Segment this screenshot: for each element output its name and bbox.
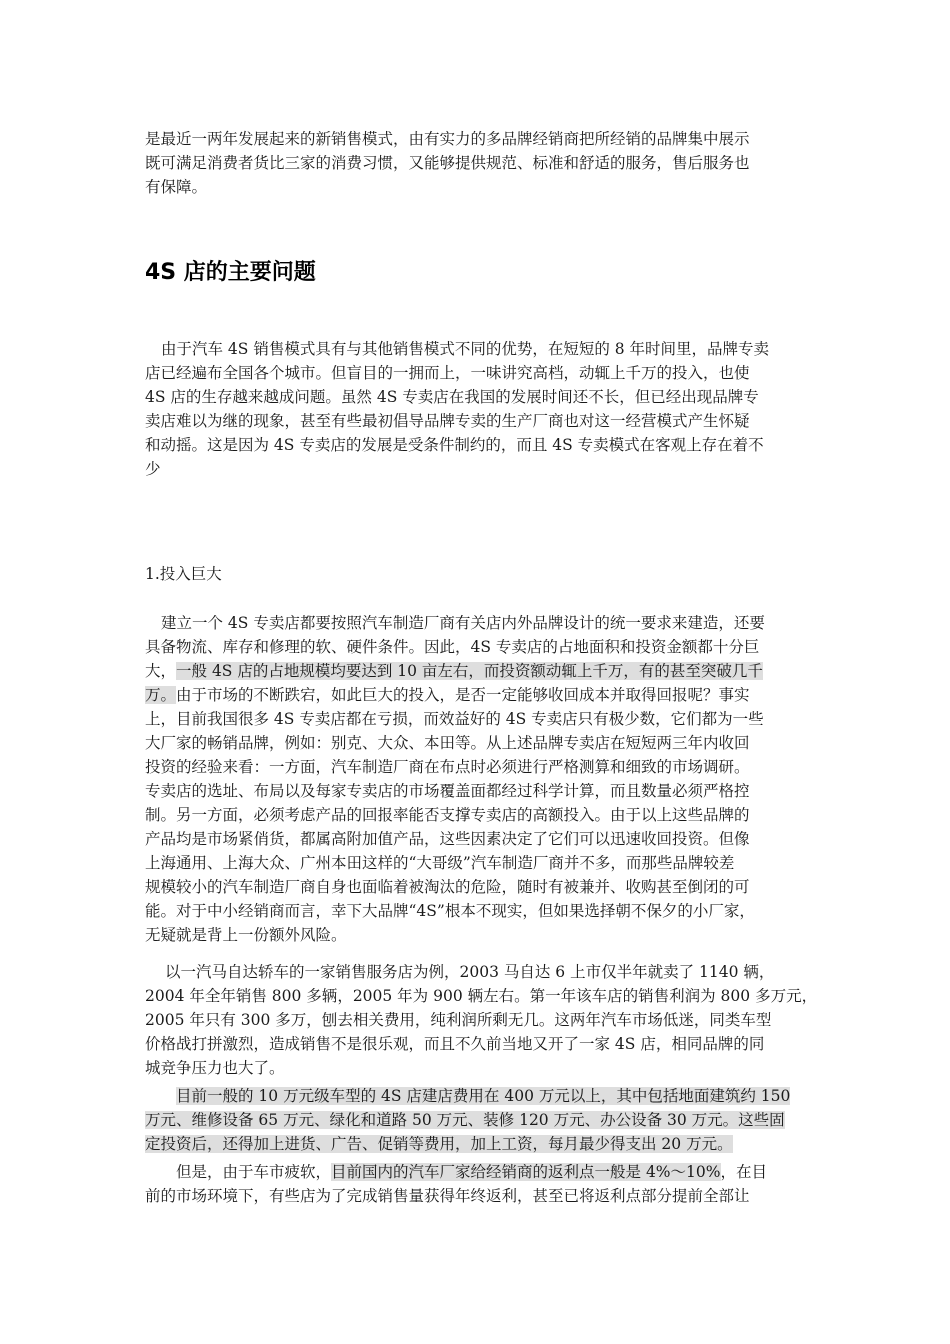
- body-line-18: 价格战打拼激烈，造成销售不是很乐观，而且不久前当地又开了一家 4S 店，相同品牌的同: [145, 1035, 765, 1053]
- body-line-24: 前的市场环境下，有些店为了完成销售量获得年终返利，甚至已将返利点部分提前全部让: [145, 1187, 750, 1205]
- body-line-3: [145, 660, 763, 683]
- body-line-8: 专卖店的选址、布局以及每家专卖店的市场覆盖面都经过科学计算，而且数量必须严格控: [145, 782, 750, 800]
- section-intro-line-3: 4S 店的生存越来越成问题。虽然 4S 专卖店在我国的发展时间还不长，但已经出现品牌专: [145, 388, 759, 406]
- section-intro-line-6: 少: [145, 460, 161, 478]
- section-intro-line-1: 由于汽车 4S 销售模式具有与其他销售模式不同的优势，在短短的 8 年时间里，品牌专卖: [161, 340, 770, 358]
- highlighted-text: 定投资后，还得加上进货、广告、促销等费用，加上工资，每月最少得支出 20 万元。: [145, 1135, 733, 1153]
- section-intro-line-5: 和动摇。这是因为 4S 专卖店的发展是受条件制约的，而且 4S 专卖模式在客观上存在着不: [145, 436, 764, 454]
- highlighted-text: 目前一般的 10 万元级车型的 4S 店建店费用在 400 万元以上，其中包括地面建筑约 150: [176, 1087, 791, 1105]
- body-line-5: 上，目前我国很多 4S 专卖店都在亏损，而效益好的 4S 专卖店只有极少数，它们都为一些: [145, 710, 764, 728]
- intro-line-1: 是最近一两年发展起来的新销售模式，由有实力的多品牌经销商把所经销的品牌集中展示: [145, 130, 750, 148]
- section-heading: 4S 店的主要问题: [145, 260, 316, 285]
- body-line-23: [176, 1161, 767, 1184]
- body-line-15: 以一汽马自达轿车的一家销售服务店为例，2003 马自达 6 上市仅半年就卖了 1140 辆，: [165, 963, 775, 981]
- highlighted-text: 万。: [145, 686, 177, 704]
- body-line-10: 产品均是市场紧俏货，都属高附加值产品，这些因素决定了它们可以迅速收回投资。但像: [145, 830, 750, 848]
- intro-line-3: 有保障。: [145, 178, 208, 196]
- body-line-14: 无疑就是背上一份额外风险。: [145, 926, 347, 944]
- section-intro-line-4: 卖店难以为继的现象，甚至有些最初倡导品牌专卖的生产厂商也对这一经营模式产生怀疑: [145, 412, 750, 430]
- body-line-22: [145, 1133, 733, 1156]
- body-line-12: 规模较小的汽车制造厂商自身也面临着被淘汰的危险，随时有被兼并、收购甚至倒闭的可: [145, 878, 750, 896]
- body-line-2: 具备物流、库存和修理的软、硬件条件。因此，4S 专卖店的占地面积和投资金额都十分巨: [145, 638, 760, 656]
- body-line-23-tail: ，在目: [720, 1163, 768, 1181]
- body-line-21: [145, 1109, 785, 1132]
- highlighted-text: 一般 4S 店的占地规模均要达到 10 亩左右，而投资额动辄上千万，有的甚至突破几千: [176, 662, 763, 680]
- body-line-16: 2004 年全年销售 800 多辆，2005 年为 900 辆左右。第一年该车店的销售利润为 800 多万元，: [145, 987, 818, 1005]
- subheading: 1.投入巨大: [145, 565, 222, 583]
- body-line-1: 建立一个 4S 专卖店都要按照汽车制造厂商有关店内外品牌设计的统一要求来建造，还要: [161, 614, 765, 632]
- section-intro-line-2: 店已经遍布全国各个城市。但盲目的一拥而上，一味讲究高档，动辄上千万的投入，也使: [145, 364, 750, 382]
- body-line-20: [176, 1085, 790, 1108]
- body-line-6: 大厂家的畅销品牌，例如：别克、大众、本田等。从上述品牌专卖店在短短两三年内收回: [145, 734, 750, 752]
- body-line-13: 能。对于中小经销商而言，幸下大品牌“4S”根本不现实，但如果选择朝不保夕的小厂家，: [145, 902, 755, 920]
- body-line-11: 上海通用、上海大众、广州本田这样的“大哥级”汽车制造厂商并不多，而那些品牌较差: [145, 854, 735, 872]
- highlighted-text: 目前国内的汽车厂家给经销商的返利点一般是 4%～10%: [331, 1163, 721, 1181]
- intro-line-2: 既可满足消费者货比三家的消费习惯，又能够提供规范、标准和舒适的服务，售后服务也: [145, 154, 750, 172]
- body-line-4: [145, 684, 750, 707]
- body-line-9: 制。另一方面，必须考虑产品的回报率能否支撑专卖店的高额投入。由于以上这些品牌的: [145, 806, 750, 824]
- body-line-3-text: 大，: [145, 662, 177, 680]
- highlighted-text: 万元、维修设备 65 万元、绿化和道路 50 万元、装修 120 万元、办公设备 30 万元。这些固: [145, 1111, 785, 1129]
- body-line-7: 投资的经验来看：一方面，汽车制造厂商在布点时必须进行严格测算和细致的市场调研。: [145, 758, 750, 776]
- body-line-19: 城竞争压力也大了。: [145, 1059, 285, 1077]
- body-line-17: 2005 年只有 300 多万，刨去相关费用，纯利润所剩无几。这两年汽车市场低迷，同类车型: [145, 1011, 772, 1029]
- body-line-4-text: 由于市场的不断跌宕，如此巨大的投入，是否一定能够收回成本并取得回报呢？事实: [176, 686, 750, 704]
- body-line-23-text: 但是，由于车市疲软，: [176, 1163, 332, 1181]
